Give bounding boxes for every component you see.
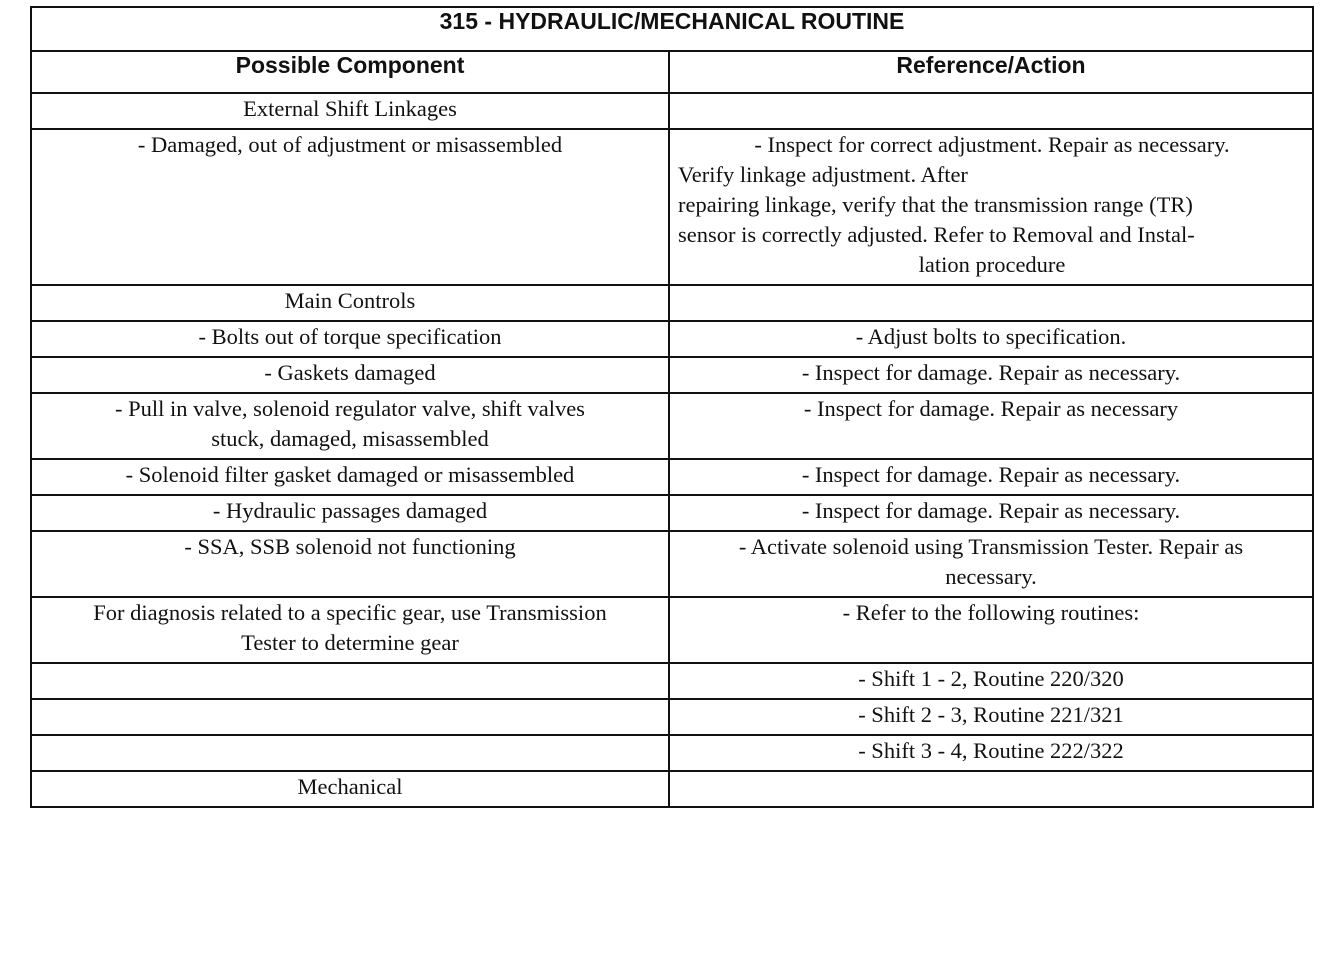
action-cell: - Inspect for damage. Repair as necessary. [669,357,1313,393]
action-cell: - Refer to the following routines: [669,597,1313,663]
component-cell [31,699,669,735]
action-cell: - Shift 2 - 3, Routine 221/321 [669,699,1313,735]
component-line: For diagnosis related to a specific gear, use Transmission [93,600,607,625]
component-cell: - SSA, SSB solenoid not functioning [31,531,669,597]
component-cell: - Gaskets damaged [31,357,669,393]
action-cell [669,129,1313,285]
action-cell: - Shift 1 - 2, Routine 220/320 [669,663,1313,699]
table-title: 315 - HYDRAULIC/MECHANICAL ROUTINE [31,7,1313,51]
component-cell: - Solenoid filter gasket damaged or misassembled [31,459,669,495]
table-row [31,459,1313,495]
action-line: necessary. [945,564,1037,589]
component-cell: Main Controls [31,285,669,321]
table-row [31,597,1313,663]
table-row [31,321,1313,357]
component-cell: External Shift Linkages [31,93,669,129]
action-cell: - Inspect for damage. Repair as necessary. [669,459,1313,495]
table-row [31,735,1313,771]
table-row [31,93,1313,129]
routine-table [30,6,1314,808]
component-cell: - Bolts out of torque specification [31,321,669,357]
component-cell [31,735,669,771]
action-line: - Inspect for correct adjustment. Repair as necessary. [754,132,1230,157]
action-cell: - Inspect for damage. Repair as necessary [669,393,1313,459]
action-cell [669,285,1313,321]
table-row [31,663,1313,699]
table-row [31,129,1313,285]
action-cell [669,531,1313,597]
component-cell: - Hydraulic passages damaged [31,495,669,531]
table-row [31,495,1313,531]
action-line: repairing linkage, verify that the transmission range (TR) [678,192,1193,217]
action-line: - Activate solenoid using Transmission Tester. Repair as [738,534,1244,559]
column-header-component: Possible Component [31,51,669,93]
action-line: lation procedure [918,252,1066,277]
component-cell: - Damaged, out of adjustment or misassembled [31,129,669,285]
component-line: stuck, damaged, misassembled [211,426,489,451]
column-header-action: Reference/Action [669,51,1313,93]
table-row [31,531,1313,597]
component-line: - Pull in valve, solenoid regulator valve, shift valves [115,396,585,421]
action-line: Verify linkage adjustment. After [678,162,968,187]
component-cell [31,663,669,699]
component-line: Tester to determine gear [241,630,459,655]
action-cell: - Adjust bolts to specification. [669,321,1313,357]
action-line: sensor is correctly adjusted. Refer to Removal and Instal- [678,222,1195,247]
table-row [31,357,1313,393]
action-cell: - Shift 3 - 4, Routine 222/322 [669,735,1313,771]
component-cell: Mechanical [31,771,669,807]
action-cell [669,93,1313,129]
component-cell [31,393,669,459]
table-row [31,393,1313,459]
table-row [31,285,1313,321]
action-cell [669,771,1313,807]
component-cell [31,597,669,663]
table-row [31,699,1313,735]
action-cell: - Inspect for damage. Repair as necessary. [669,495,1313,531]
table-row [31,771,1313,807]
